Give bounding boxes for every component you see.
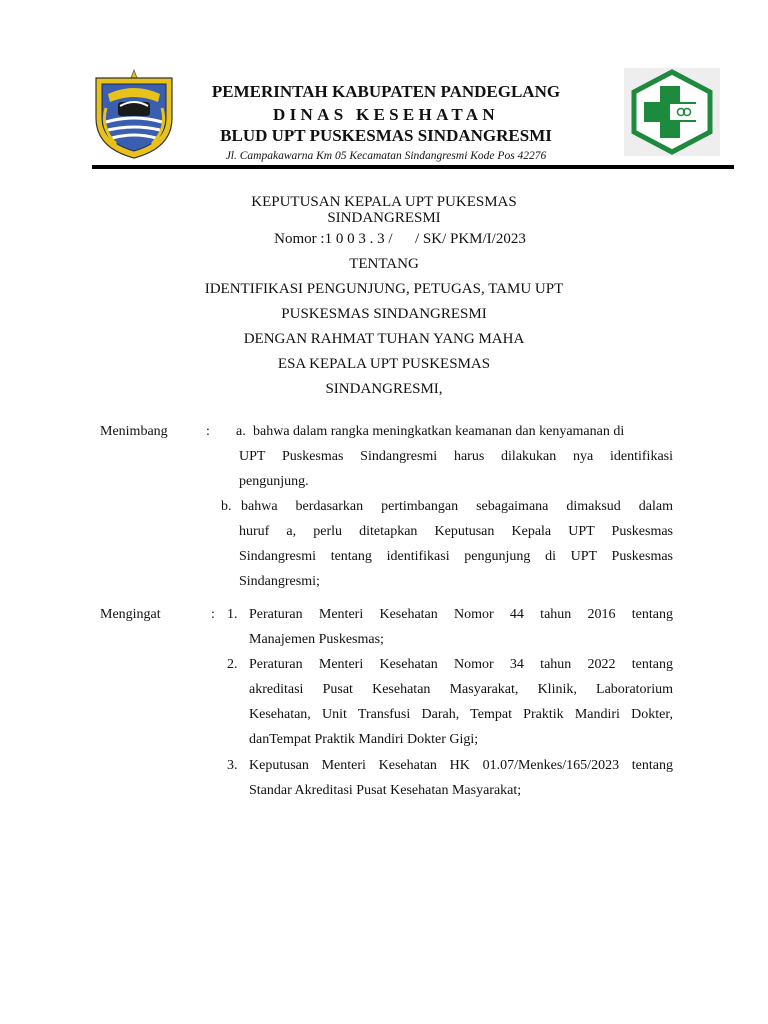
decree-subject-line: IDENTIFIKASI PENGUNJUNG, PETUGAS, TAMU UPT bbox=[204, 281, 564, 297]
pandeglang-regency-emblem-icon bbox=[92, 68, 176, 160]
menimbang-item-a-line: UPT Puskesmas Sindangresmi harus dilakukan nya identifikasi bbox=[239, 449, 673, 464]
menimbang-item-marker: a. bbox=[236, 424, 246, 439]
menimbang-label: Menimbang bbox=[100, 424, 168, 439]
menimbang-item-b-line: Sindangresmi tentang identifikasi pengunjung di UPT Puskesmas bbox=[239, 549, 673, 564]
mengingat-item-3-line: Standar Akreditasi Pusat Kesehatan Masyarakat; bbox=[249, 783, 522, 798]
decree-subject-line: DENGAN RAHMAT TUHAN YANG MAHA bbox=[243, 331, 525, 347]
puskesmas-cross-logo-icon bbox=[624, 68, 720, 156]
mengingat-item-marker: 3. bbox=[227, 758, 238, 773]
decree-title-line-1: KEPUTUSAN KEPALA UPT PUKESMAS bbox=[251, 194, 517, 210]
mengingat-item-1-line: Peraturan Menteri Kesehatan Nomor 44 tahun 2016 tentang bbox=[249, 607, 673, 622]
mengingat-item-2-line: Peraturan Menteri Kesehatan Nomor 34 tahun 2022 tentang bbox=[249, 657, 673, 672]
header-divider bbox=[92, 165, 734, 169]
menimbang-colon: : bbox=[206, 424, 210, 439]
menimbang-item-a-line: pengunjung. bbox=[239, 474, 309, 489]
mengingat-item-2-line: Kesehatan, Unit Transfusi Darah, Tempat Praktik Mandiri Dokter, bbox=[249, 707, 673, 722]
decree-subject-line: ESA KEPALA UPT PUSKESMAS bbox=[277, 356, 491, 372]
mengingat-item-3-line: Keputusan Menteri Kesehatan HK 01.07/Menkes/165/2023 tentang bbox=[249, 758, 673, 773]
mengingat-colon: : bbox=[211, 607, 215, 622]
header-government-name: PEMERINTAH KABUPATEN PANDEGLANG bbox=[211, 82, 561, 101]
mengingat-item-1-line: Manajemen Puskesmas; bbox=[249, 632, 384, 647]
mengingat-item-2-line: akreditasi Pusat Kesehatan Masyarakat, Klinik, Laboratorium bbox=[249, 682, 673, 697]
tentang-heading: TENTANG bbox=[349, 256, 419, 272]
decree-subject-line: PUSKESMAS SINDANGRESMI bbox=[281, 306, 487, 322]
menimbang-item-a-line: bahwa dalam rangka meningkatkan keamanan dan kenyamanan di bbox=[253, 424, 625, 439]
decree-subject-line: SINDANGRESMI, bbox=[325, 381, 443, 397]
header-address: Jl. Campakawarna Km 05 Kecamatan Sindangresmi Kode Pos 42276 bbox=[225, 150, 547, 162]
menimbang-item-b-line: Sindangresmi; bbox=[239, 574, 320, 589]
header-institution-name: BLUD UPT PUSKESMAS SINDANGRESMI bbox=[220, 126, 552, 145]
mengingat-item-marker: 2. bbox=[227, 657, 238, 672]
mengingat-item-2-line: danTempat Praktik Mandiri Dokter Gigi; bbox=[249, 732, 479, 747]
menimbang-item-b-line: bahwa berdasarkan pertimbangan sebagaimana dimaksud dalam bbox=[241, 499, 673, 514]
mengingat-item-marker: 1. bbox=[227, 607, 238, 622]
mengingat-label: Mengingat bbox=[100, 607, 161, 622]
menimbang-item-b-line: huruf a, perlu ditetapkan Keputusan Kepala UPT Puskesmas bbox=[239, 524, 673, 539]
decree-number: Nomor :1 0 0 3 . 3 / / SK/ PKM/I/2023 bbox=[274, 231, 526, 247]
decree-title-line-2: SINDANGRESMI bbox=[327, 210, 441, 226]
menimbang-item-marker: b. bbox=[221, 499, 232, 514]
header-department-name: DINAS KESEHATAN bbox=[273, 105, 499, 124]
